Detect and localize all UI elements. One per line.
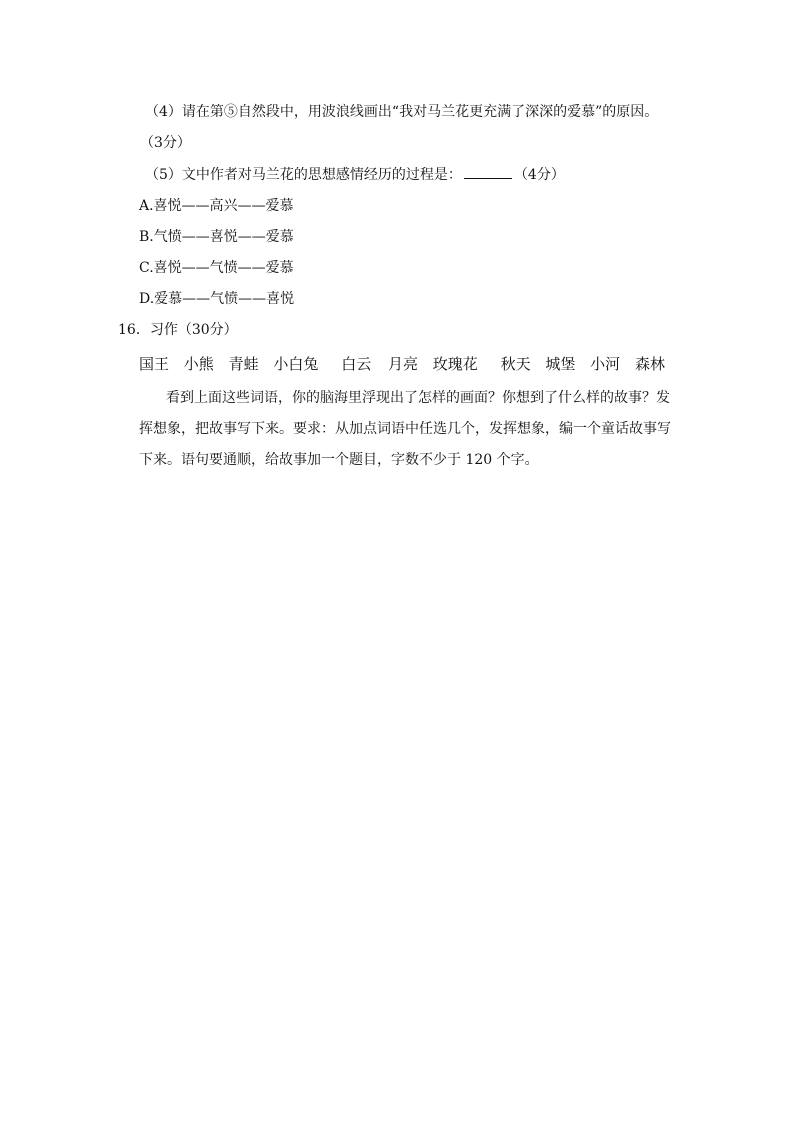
word-item: 小白兔 <box>273 355 319 373</box>
word-item: 秋天 <box>500 355 531 373</box>
word-item: 青蛙 <box>228 355 259 373</box>
word-item: 小河 <box>590 355 621 373</box>
option-d: D.爱慕——气愤——喜悦 <box>139 291 295 307</box>
word-item: 小熊 <box>183 355 214 373</box>
option-a: A.喜悦——高兴——爱慕 <box>139 198 294 214</box>
q5-prefix: （5）文中作者对马兰花的思想感情经历的过程是： <box>145 167 462 183</box>
option-b: B.气愤——喜悦——爱慕 <box>139 229 294 245</box>
q16-title: 16．习作（30分） <box>118 322 238 338</box>
q5-question <box>145 164 565 185</box>
word-item: 白云 <box>341 355 372 373</box>
word-item: 城堡 <box>545 355 576 373</box>
q4-text: （4）请在第⑤自然段中，用波浪线画出“我对马兰花更充满了深深的爱慕”的原因。 <box>145 104 659 120</box>
q4-score: （3分） <box>140 135 191 151</box>
q16-paragraph-line-1: 看到上面这些词语，你的脑海里浮现出了怎样的画面？你想到了什么样的故事？发 <box>166 390 670 406</box>
option-c: C.喜悦——气愤——爱慕 <box>139 260 294 276</box>
word-item: 森林 <box>634 355 665 373</box>
q16-paragraph-line-2: 挥想象，把故事写下来。要求：从加点词语中任选几个，发挥想象，编一个童话故事写 <box>139 421 671 437</box>
word-list <box>139 354 665 374</box>
word-item: 月亮 <box>387 355 418 373</box>
word-item: 玫瑰花 <box>432 355 478 373</box>
q16-paragraph-line-3: 下来。语句要通顺，给故事加一个题目，字数不少于 120 个字。 <box>139 452 539 468</box>
q5-score: （4分） <box>513 167 565 183</box>
word-item: 国王 <box>139 355 170 373</box>
answer-blank <box>464 164 512 179</box>
